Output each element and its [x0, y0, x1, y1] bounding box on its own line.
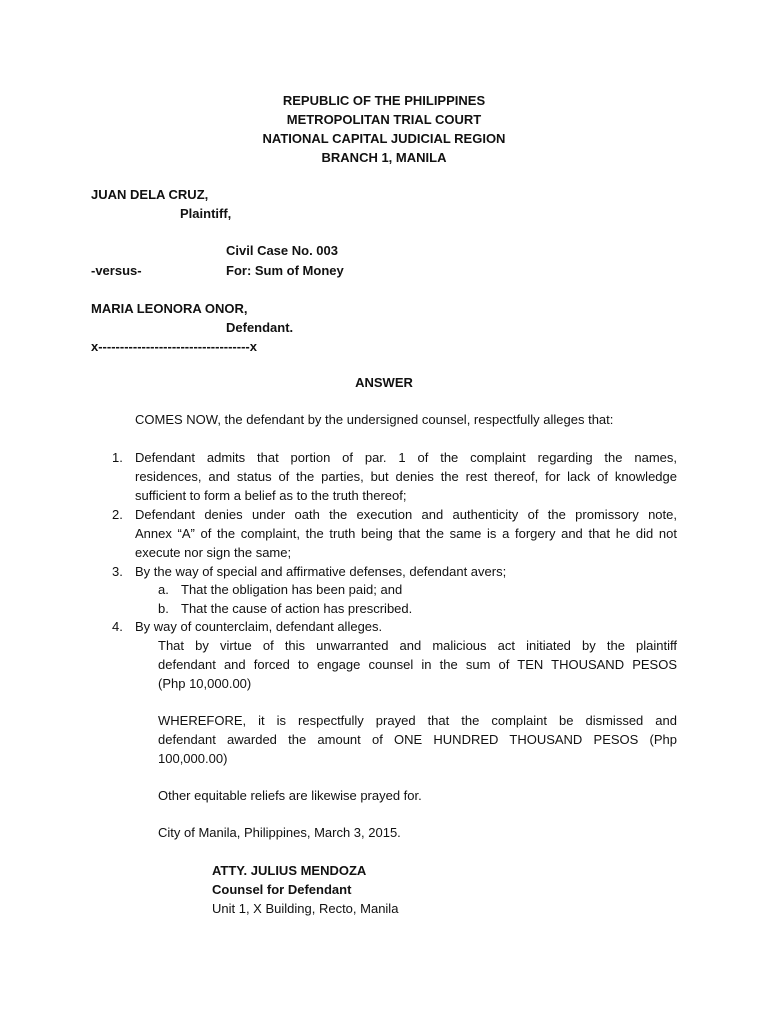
signatory-address: Unit 1, X Building, Recto, Manila — [212, 901, 399, 916]
defendant-role: Defendant. — [226, 320, 294, 335]
prayer-line-1: WHEREFORE, it is respectfully prayed that the complaint be dismissed and — [158, 713, 677, 728]
item-4-line-1: By way of counterclaim, defendant alleges. — [135, 619, 383, 634]
signatory-title: Counsel for Defendant — [212, 882, 352, 897]
item-number: 3. — [112, 564, 123, 579]
sub-item-letter: a. — [158, 582, 169, 597]
defendant-name: MARIA LEONORA ONOR, — [91, 301, 248, 316]
plaintiff-name: JUAN DELA CRUZ, — [91, 187, 209, 202]
item-number: 2. — [112, 507, 123, 522]
item-1-line-1: Defendant admits that portion of par. 1 of the complaint regarding the names, — [135, 450, 677, 465]
item-3-line-1: By the way of special and affirmative defenses, defendant avers; — [135, 564, 507, 579]
intro-paragraph: COMES NOW, the defendant by the undersigned counsel, respectfully alleges that: — [135, 412, 614, 427]
plaintiff-role: Plaintiff, — [180, 206, 232, 221]
caption-divider: x-----------------------------------x — [91, 339, 257, 354]
prayer-line-3: 100,000.00) — [158, 751, 228, 766]
sub-item-letter: b. — [158, 601, 169, 616]
sub-item-b-text: That the cause of action has prescribed. — [181, 601, 413, 616]
other-reliefs: Other equitable reliefs are likewise prayed for. — [158, 788, 422, 803]
case-number: Civil Case No. 003 — [226, 243, 338, 258]
item-2-line-3: execute nor sign the same; — [135, 545, 292, 560]
place-and-date: City of Manila, Philippines, March 3, 2015. — [158, 825, 401, 840]
item-number: 1. — [112, 450, 123, 465]
case-subject: For: Sum of Money — [226, 263, 344, 278]
header-republic: REPUBLIC OF THE PHILIPPINES — [282, 93, 486, 108]
header-branch: BRANCH 1, MANILA — [321, 150, 447, 165]
header-region: NATIONAL CAPITAL JUDICIAL REGION — [262, 131, 506, 146]
versus-label: -versus- — [91, 263, 142, 278]
item-1-line-3: sufficient to form a belief as to the truth thereof; — [135, 488, 407, 503]
counterclaim-line-3: (Php 10,000.00) — [158, 676, 252, 691]
signatory-name: ATTY. JULIUS MENDOZA — [212, 863, 367, 878]
counterclaim-line-1: That by virtue of this unwarranted and malicious act initiated by the plaintiff — [158, 638, 677, 653]
item-2-line-2: Annex “A” of the complaint, the truth being that the same is a forgery and that he did not — [135, 526, 677, 541]
sub-item-a-text: That the obligation has been paid; and — [181, 582, 403, 597]
item-number: 4. — [112, 619, 123, 634]
counterclaim-line-2: defendant and forced to engage counsel in the sum of TEN THOUSAND PESOS — [158, 657, 677, 672]
item-1-line-2: residences, and status of the parties, but denies the rest thereof, for lack of knowledge — [135, 469, 677, 484]
document-title: ANSWER — [355, 375, 413, 390]
item-2-line-1: Defendant denies under oath the execution and authenticity of the promissory note, — [135, 507, 677, 522]
prayer-line-2: defendant awarded the amount of ONE HUNDRED THOUSAND PESOS (Php — [158, 732, 677, 747]
header-court: METROPOLITAN TRIAL COURT — [286, 112, 482, 127]
